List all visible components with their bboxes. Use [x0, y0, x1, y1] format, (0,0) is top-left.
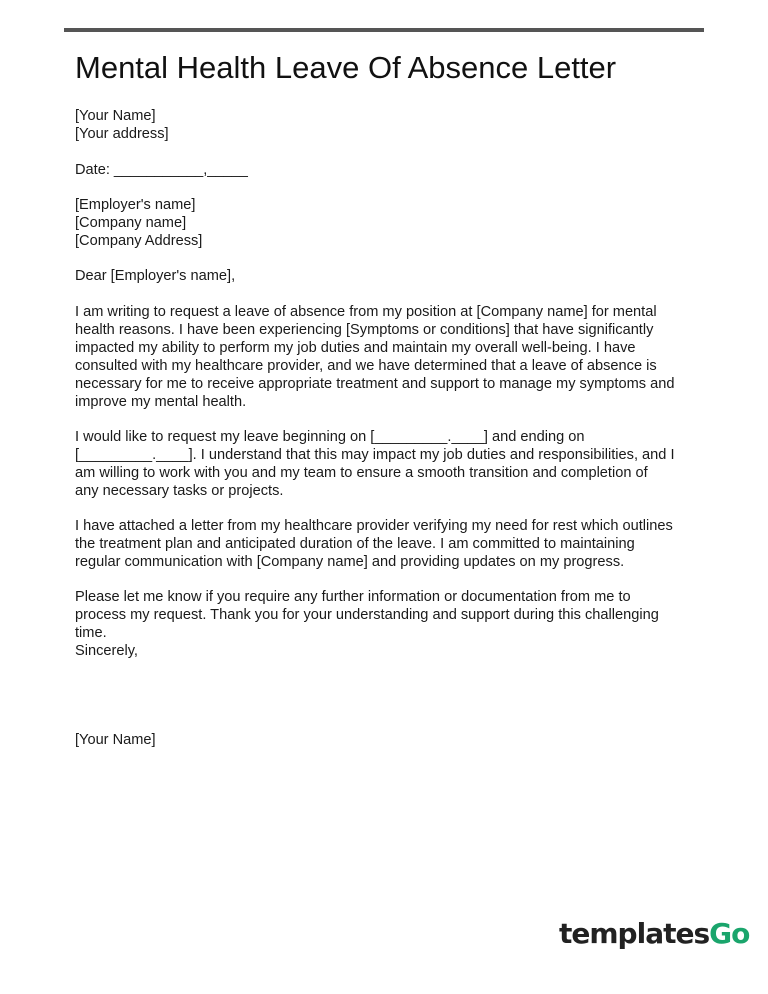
logo-text-templates: templates	[559, 917, 710, 950]
paragraph-2-line: [_________.____]. I understand that this may impact my job duties and responsibilities, and I	[75, 447, 675, 463]
salutation: Dear [Employer's name],	[75, 268, 236, 284]
paragraph-1-line: I am writing to request a leave of absence from my position at [Company name] for mental	[75, 304, 657, 320]
paragraph-1-line: health reasons. I have been experiencing [Symptoms or conditions] that have significantly	[75, 322, 654, 338]
paragraph-4-line: time.	[75, 625, 107, 641]
paragraph-4-line: Please let me know if you require any further information or documentation from me to	[75, 589, 631, 605]
paragraph-3-line: the treatment plan and anticipated duration of the leave. I am committed to maintaining	[75, 536, 635, 552]
paragraph-2-line: am willing to work with you and my team to ensure a smooth transition and completion of	[75, 465, 648, 481]
date-line: Date: ___________,_____	[75, 162, 248, 178]
paragraph-2-line: I would like to request my leave beginning on [_________.____] and ending on	[75, 429, 585, 445]
paragraph-1-line: impacted my ability to perform my job duties and maintain my overall well-being. I have	[75, 340, 636, 356]
paragraph-1-line: consulted with my healthcare provider, and we have determined that a leave of absence is	[75, 358, 657, 374]
paragraph-1-line: improve my mental health.	[75, 394, 247, 410]
recipient-address: [Company Address]	[75, 233, 203, 249]
paragraph-3-line: I have attached a letter from my healthcare provider verifying my need for rest which outlines	[75, 518, 673, 534]
closing: Sincerely,	[75, 643, 138, 659]
logo-text-go: Go	[709, 917, 750, 950]
sender-name: [Your Name]	[75, 108, 156, 124]
top-rule	[64, 28, 704, 32]
recipient-name: [Employer's name]	[75, 197, 196, 213]
templatesgo-logo	[559, 916, 749, 952]
paragraph-3-line: regular communication with [Company name] and providing updates on my progress.	[75, 554, 625, 570]
signature-name: [Your Name]	[75, 732, 156, 748]
paragraph-2-line: any necessary tasks or projects.	[75, 483, 284, 499]
sender-address: [Your address]	[75, 126, 169, 142]
recipient-company: [Company name]	[75, 215, 187, 231]
page-title: Mental Health Leave Of Absence Letter	[75, 50, 617, 85]
paragraph-4-line: process my request. Thank you for your understanding and support during this challenging	[75, 607, 659, 623]
paragraph-1-line: necessary for me to receive appropriate treatment and support to manage my symptoms and	[75, 376, 675, 392]
